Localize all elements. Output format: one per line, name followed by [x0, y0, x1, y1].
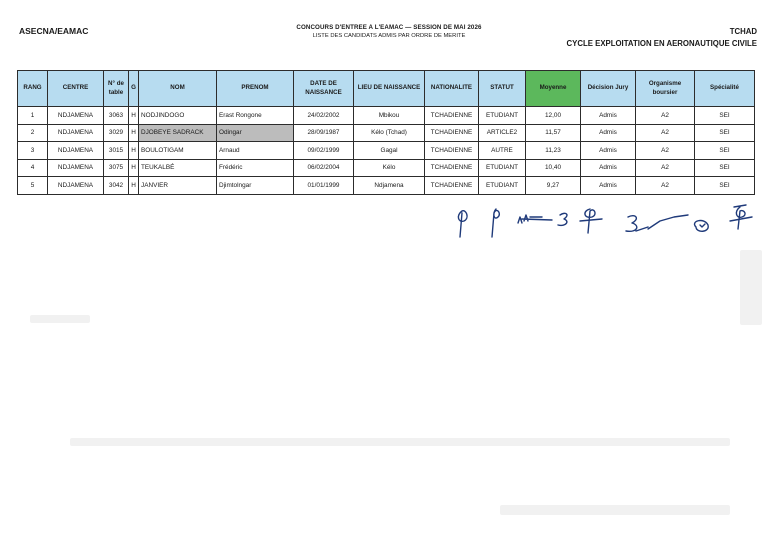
cell-birth-place: Ndjamena — [354, 177, 425, 195]
table-row — [18, 177, 755, 195]
col-header-status: STATUT — [479, 71, 526, 107]
document-title-block — [250, 24, 528, 39]
scan-smudge — [30, 315, 90, 323]
cell-decision: Admis — [581, 124, 636, 142]
cell-birth-place: Kélo — [354, 159, 425, 177]
cell-gender: H — [129, 107, 139, 125]
table-row — [18, 124, 755, 142]
cell-gender: H — [129, 159, 139, 177]
col-header-prenom: PRENOM — [217, 71, 294, 107]
cell-nom: BOULOTIGAM — [139, 142, 217, 160]
col-header-moyenne: Moyenne — [526, 71, 581, 107]
cell-organisme: A2 — [636, 124, 695, 142]
cell-nationality: TCHADIENNE — [425, 124, 479, 142]
cell-prenom: Frédéric — [217, 159, 294, 177]
cell-birth-place: Kélo (Tchad) — [354, 124, 425, 142]
cell-moyenne: 11,23 — [526, 142, 581, 160]
cell-centre: NDJAMENA — [48, 142, 104, 160]
cell-nationality: TCHADIENNE — [425, 159, 479, 177]
table-header-row — [18, 71, 755, 107]
cell-birth-place: Gagal — [354, 142, 425, 160]
cell-specialite: SEI — [695, 124, 755, 142]
cell-status: ETUDIANT — [479, 107, 526, 125]
cell-rang: 4 — [18, 159, 48, 177]
cell-gender: H — [129, 124, 139, 142]
cell-birth-date: 24/02/2002 — [294, 107, 354, 125]
cell-status: ETUDIANT — [479, 159, 526, 177]
cell-centre: NDJAMENA — [48, 124, 104, 142]
cell-organisme: A2 — [636, 107, 695, 125]
cell-moyenne: 11,57 — [526, 124, 581, 142]
handwritten-signatures-icon — [452, 203, 764, 243]
cell-table-number: 3063 — [104, 107, 129, 125]
cell-status: ETUDIANT — [479, 177, 526, 195]
cell-status: AUTRE — [479, 142, 526, 160]
cell-birth-date: 06/02/2004 — [294, 159, 354, 177]
cell-nom: NODJINDOGO — [139, 107, 217, 125]
country-cycle-block — [567, 26, 757, 50]
cell-decision: Admis — [581, 177, 636, 195]
table-row — [18, 159, 755, 177]
col-header-gender: G — [129, 71, 139, 107]
col-header-birth-place: LIEU DE NAISSANCE — [354, 71, 425, 107]
cell-decision: Admis — [581, 159, 636, 177]
scan-smudge — [740, 250, 762, 325]
cell-nationality: TCHADIENNE — [425, 177, 479, 195]
cell-moyenne: 9,27 — [526, 177, 581, 195]
scan-smudge — [70, 438, 730, 446]
cell-prenom: Djimtolngar — [217, 177, 294, 195]
cell-centre: NDJAMENA — [48, 159, 104, 177]
cell-table-number: 3015 — [104, 142, 129, 160]
cell-organisme: A2 — [636, 142, 695, 160]
cell-nom: JANVIER — [139, 177, 217, 195]
col-header-table-number: N° de table — [104, 71, 129, 107]
cell-organisme: A2 — [636, 177, 695, 195]
cell-prenom: Erast Rongone — [217, 107, 294, 125]
cell-specialite: SEI — [695, 142, 755, 160]
cell-table-number: 3029 — [104, 124, 129, 142]
cell-centre: NDJAMENA — [48, 177, 104, 195]
cell-organisme: A2 — [636, 159, 695, 177]
cell-birth-date: 09/02/1999 — [294, 142, 354, 160]
col-header-centre: CENTRE — [48, 71, 104, 107]
organization-name: ASECNA/EAMAC — [19, 26, 89, 36]
results-table — [17, 70, 755, 195]
col-header-organisme: Organisme boursier — [636, 71, 695, 107]
cell-prenom: Odingar — [217, 124, 294, 142]
cell-gender: H — [129, 142, 139, 160]
table-row — [18, 107, 755, 125]
cell-table-number: 3075 — [104, 159, 129, 177]
cell-decision: Admis — [581, 107, 636, 125]
cell-rang: 1 — [18, 107, 48, 125]
col-header-rang: RANG — [18, 71, 48, 107]
exam-title: CONCOURS D'ENTREE A L'EAMAC — SESSION DE MAI 2026 — [296, 24, 482, 31]
col-header-specialite: Spécialité — [695, 71, 755, 107]
col-header-decision: Décision Jury — [581, 71, 636, 107]
cell-rang: 5 — [18, 177, 48, 195]
cell-moyenne: 12,00 — [526, 107, 581, 125]
cell-gender: H — [129, 177, 139, 195]
cell-moyenne: 10,40 — [526, 159, 581, 177]
country-name: TCHAD — [729, 27, 757, 36]
cell-birth-date: 01/01/1999 — [294, 177, 354, 195]
scan-smudge — [500, 505, 730, 515]
table-row — [18, 142, 755, 160]
cell-nationality: TCHADIENNE — [425, 107, 479, 125]
col-header-nationality: NATIONALITE — [425, 71, 479, 107]
cell-prenom: Arnaud — [217, 142, 294, 160]
cell-rang: 3 — [18, 142, 48, 160]
col-header-nom: NOM — [139, 71, 217, 107]
cell-specialite: SEI — [695, 177, 755, 195]
cell-specialite: SEI — [695, 107, 755, 125]
cell-nom: DJOBEYE SADRACK — [139, 124, 217, 142]
list-subtitle: LISTE DES CANDIDATS ADMIS PAR ORDRE DE MERITE — [312, 33, 466, 39]
cell-rang: 2 — [18, 124, 48, 142]
cell-nationality: TCHADIENNE — [425, 142, 479, 160]
cycle-name: CYCLE EXPLOITATION EN AERONAUTIQUE CIVILE — [566, 39, 757, 49]
cell-birth-place: Mbikou — [354, 107, 425, 125]
cell-table-number: 3042 — [104, 177, 129, 195]
cell-centre: NDJAMENA — [48, 107, 104, 125]
col-header-birth-date: DATE DE NAISSANCE — [294, 71, 354, 107]
cell-nom: TEUKALBÉ — [139, 159, 217, 177]
cell-decision: Admis — [581, 142, 636, 160]
cell-specialite: SEI — [695, 159, 755, 177]
cell-birth-date: 28/09/1987 — [294, 124, 354, 142]
cell-status: ARTICLE2 — [479, 124, 526, 142]
